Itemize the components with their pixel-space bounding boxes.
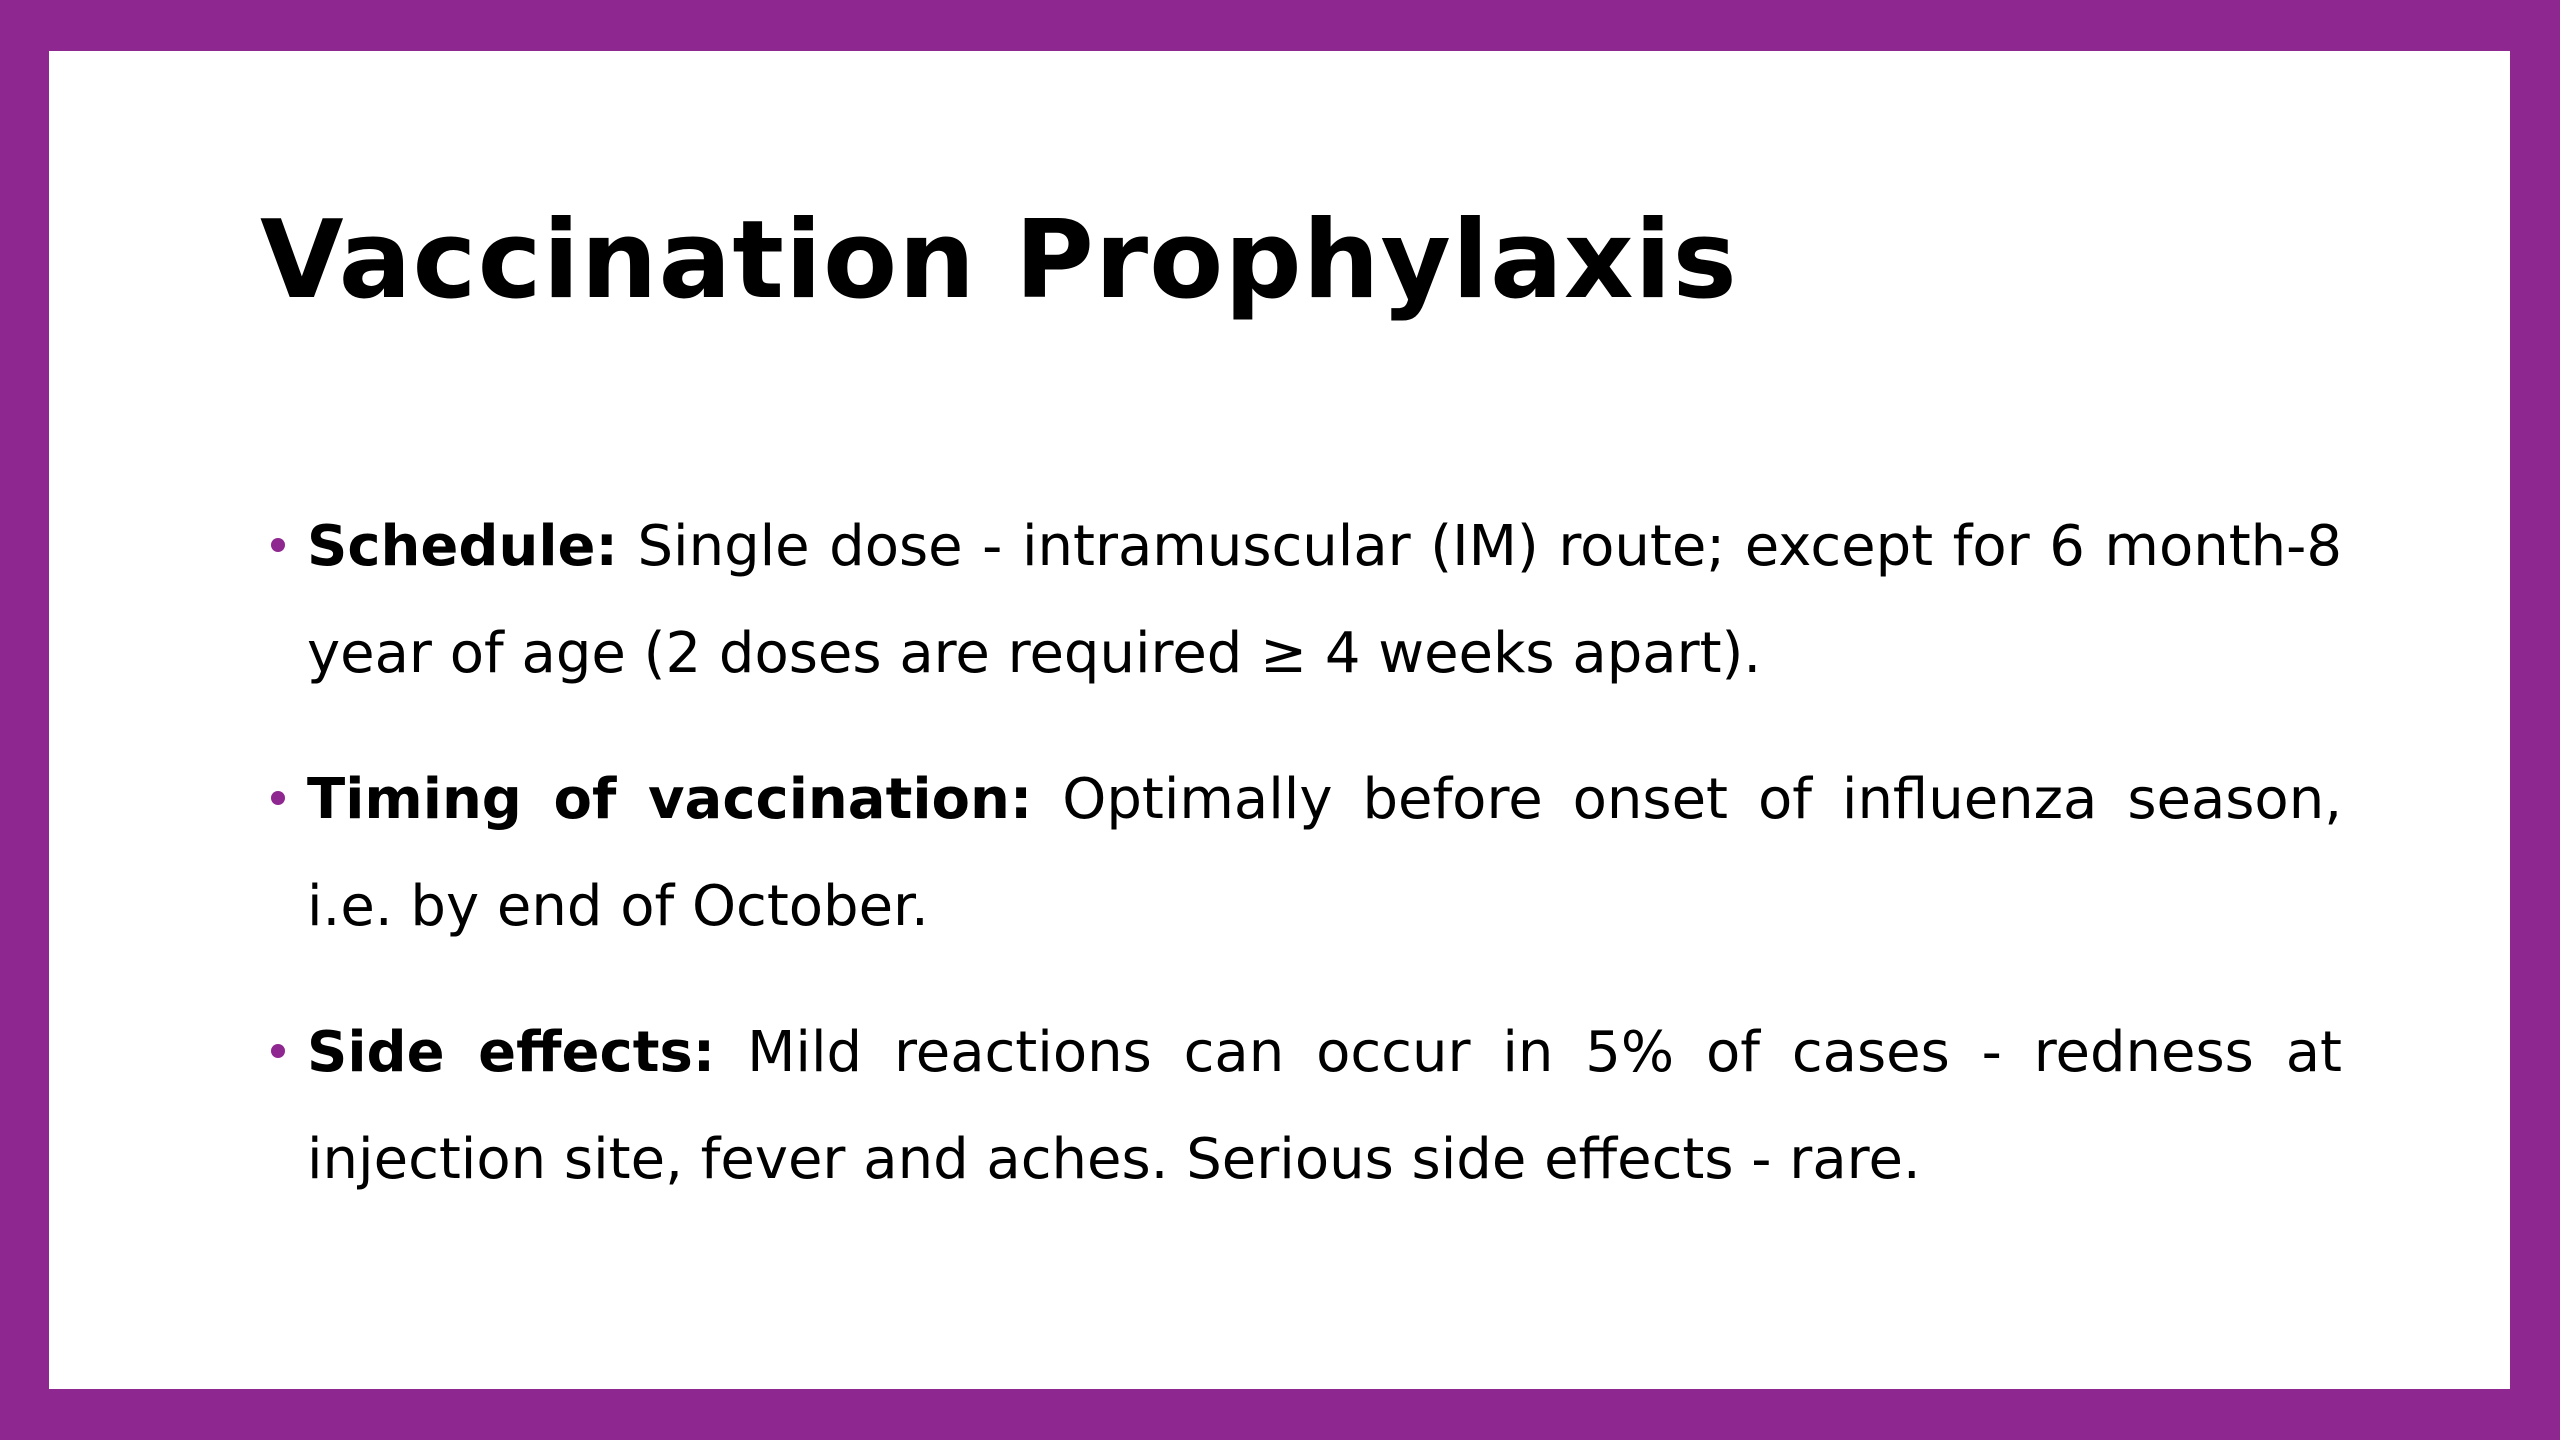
bullet-text: Single dose - intramuscular (IM) route; except for 6 month-8 year of age (2 doses are required ≥ 4 weeks apart).: [307, 514, 2342, 686]
bullet-timing: [307, 746, 2342, 960]
bullet-dot-icon: [271, 538, 285, 552]
bullet-label: Schedule:: [307, 514, 618, 579]
slide-title: Vaccination Prophylaxis: [260, 198, 1738, 323]
bullet-list: [307, 493, 2342, 1252]
bullet-text: Mild reactions can occur in 5% of cases - redness at injection site, fever and aches. Serious side effects - rare.: [307, 1020, 2343, 1192]
bullet-text: Optimally before onset of influenza season, i.e. by end of October.: [307, 767, 2342, 939]
bullet-label: Timing of vaccination:: [307, 767, 1033, 832]
bullet-side-effects: [307, 999, 2342, 1213]
bullet-schedule: [307, 493, 2342, 707]
bullet-label: Side effects:: [307, 1020, 716, 1085]
bullet-dot-icon: [271, 791, 285, 805]
bullet-dot-icon: [271, 1044, 285, 1058]
slide-content: [49, 51, 2510, 1389]
